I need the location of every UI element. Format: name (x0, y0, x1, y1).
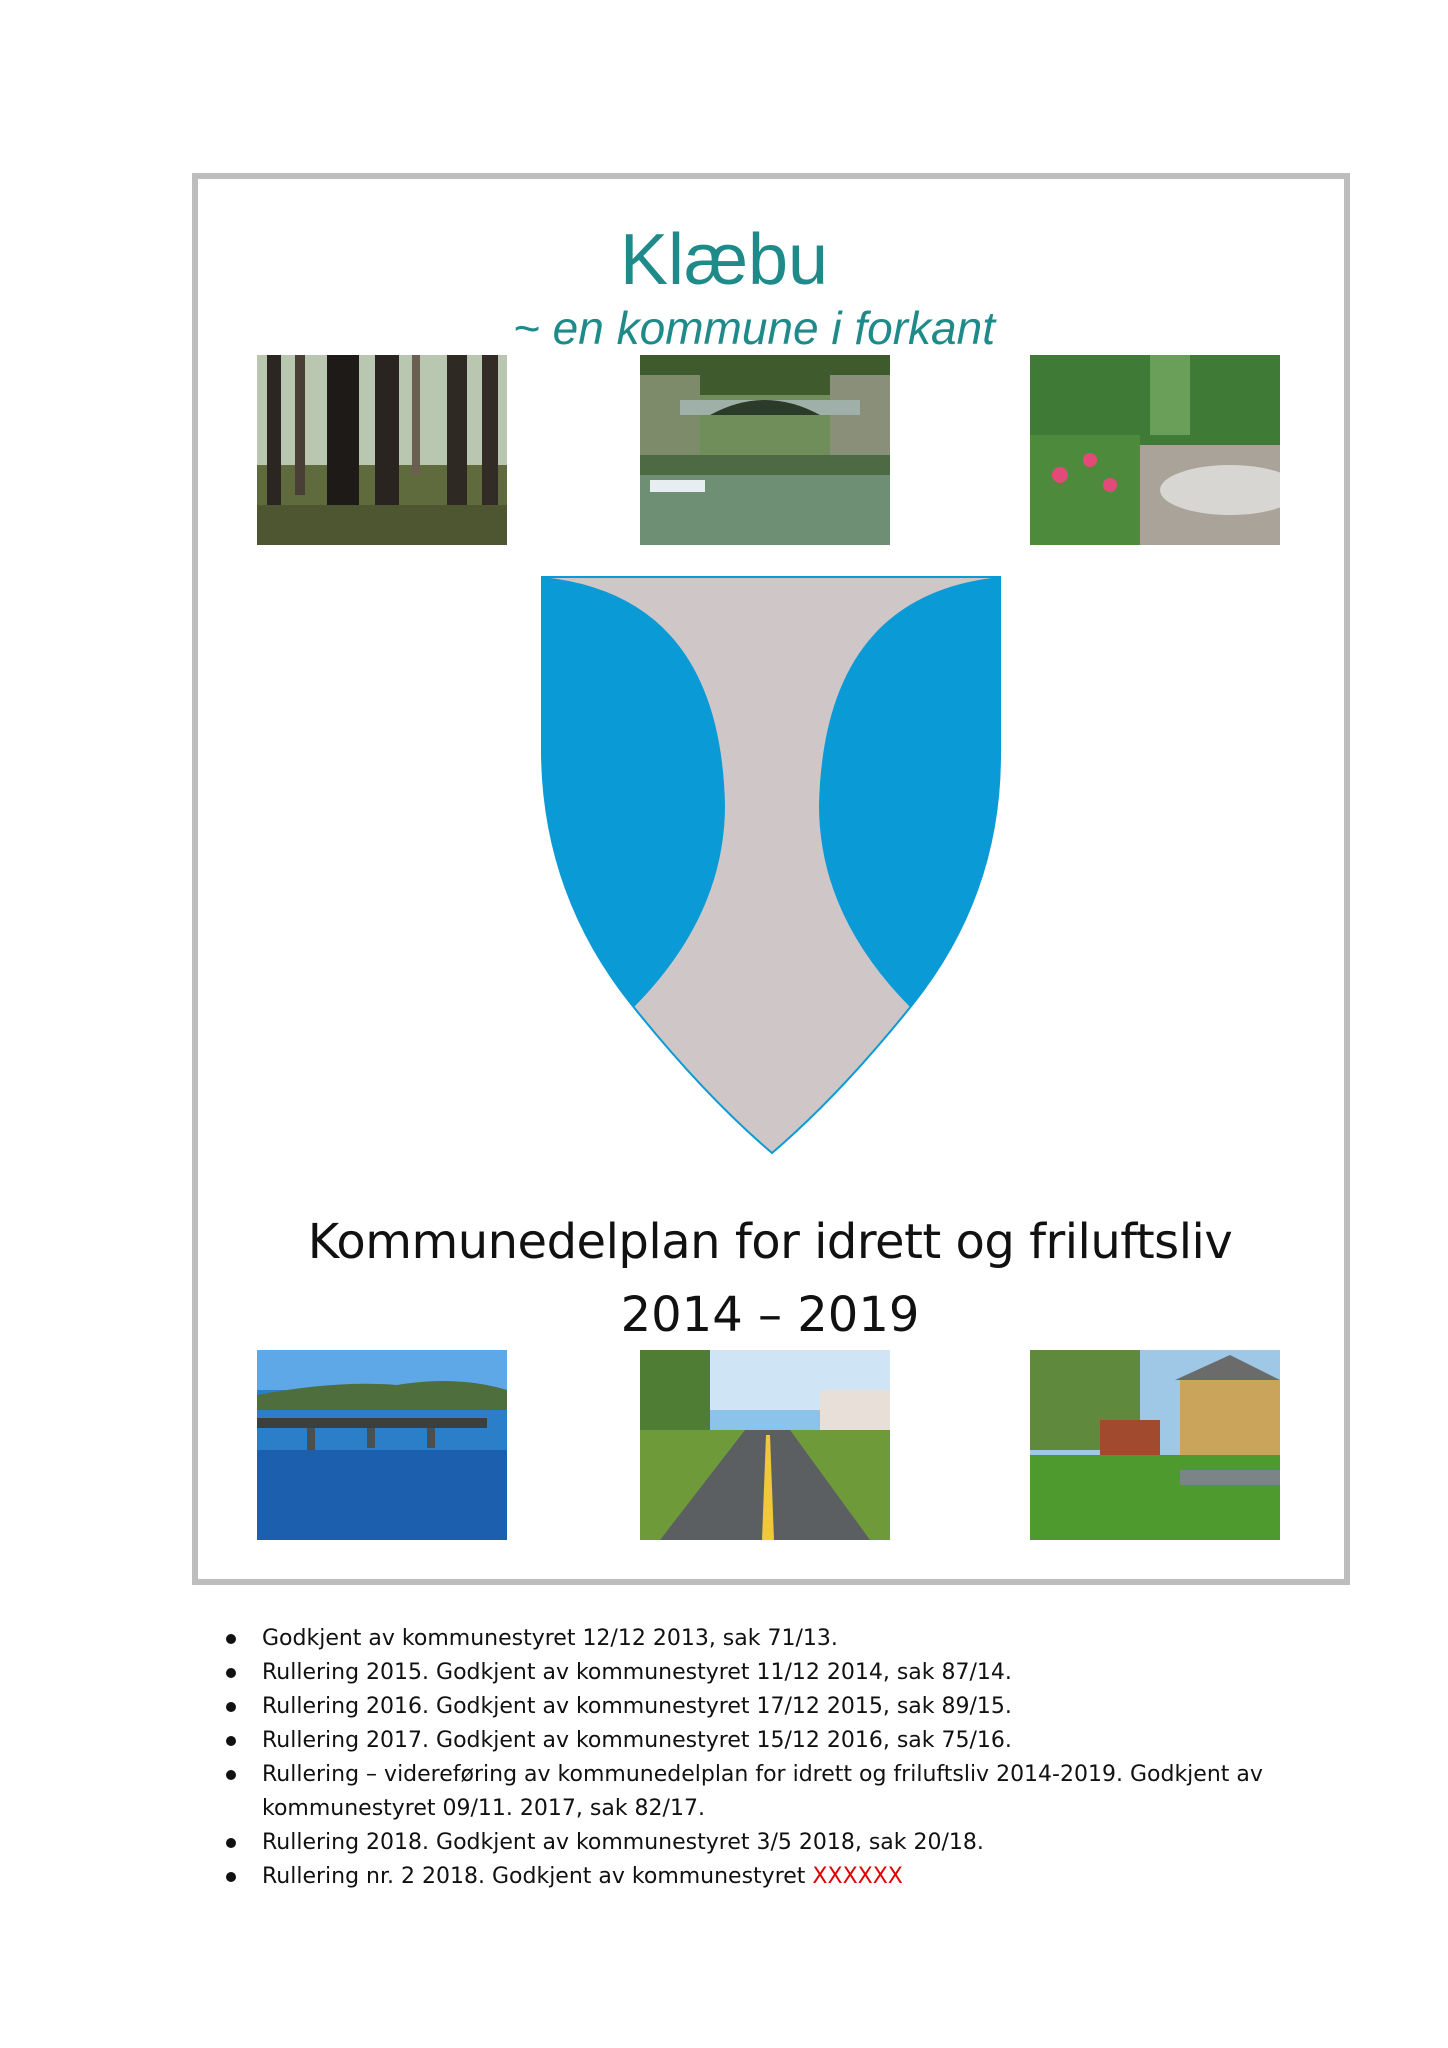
approval-text: Rullering 2016. Godkjent av kommunestyret 17/12 2015, sak 89/15. (262, 1694, 1012, 1719)
municipality-slogan: ~ en kommune i forkant (513, 302, 995, 354)
list-item (222, 1690, 1302, 1724)
approval-text: Rullering – videreføring av kommunedelplan for idrett og friluftsliv 2014-2019. Godkjent av kommunestyret 09/11. 2017, sak 82/17. (262, 1762, 1263, 1821)
approval-text: Rullering 2018. Godkjent av kommunestyret 3/5 2018, sak 20/18. (262, 1830, 984, 1855)
approval-text: Godkjent av kommunestyret 12/12 2013, sak 71/13. (262, 1626, 838, 1651)
list-item (222, 1724, 1302, 1758)
bullet-icon (226, 1736, 236, 1746)
list-item (222, 1622, 1302, 1656)
list-item (222, 1758, 1302, 1826)
park-square-photo (1030, 355, 1280, 545)
bullet-icon (226, 1634, 236, 1644)
plan-title: Kommunedelplan for idrett og friluftsliv (307, 1214, 1233, 1270)
bullet-icon (226, 1702, 236, 1712)
bullet-icon (226, 1872, 236, 1882)
plan-years: 2014 – 2019 (620, 1287, 920, 1343)
houses-lawn-photo (1030, 1350, 1280, 1540)
pending-approval-placeholder: XXXXXX (812, 1864, 903, 1889)
approval-history-list (222, 1622, 1302, 1894)
bullet-icon (226, 1838, 236, 1848)
lake-bridge-photo (257, 1350, 507, 1540)
coat-of-arms-shield (540, 575, 1004, 1155)
bullet-icon (226, 1770, 236, 1780)
list-item (222, 1860, 1302, 1894)
bridge-river-photo (640, 355, 890, 545)
forest-photo (257, 355, 507, 545)
list-item (222, 1656, 1302, 1690)
approval-text: Rullering 2015. Godkjent av kommunestyret 11/12 2014, sak 87/14. (262, 1660, 1012, 1685)
approval-text: Rullering 2017. Godkjent av kommunestyret 15/12 2016, sak 75/16. (262, 1728, 1012, 1753)
bullet-icon (226, 1668, 236, 1678)
approval-text: Rullering nr. 2 2018. Godkjent av kommunestyret (262, 1864, 813, 1889)
road-photo (640, 1350, 890, 1540)
municipality-title: Klæbu (619, 220, 829, 300)
list-item (222, 1826, 1302, 1860)
